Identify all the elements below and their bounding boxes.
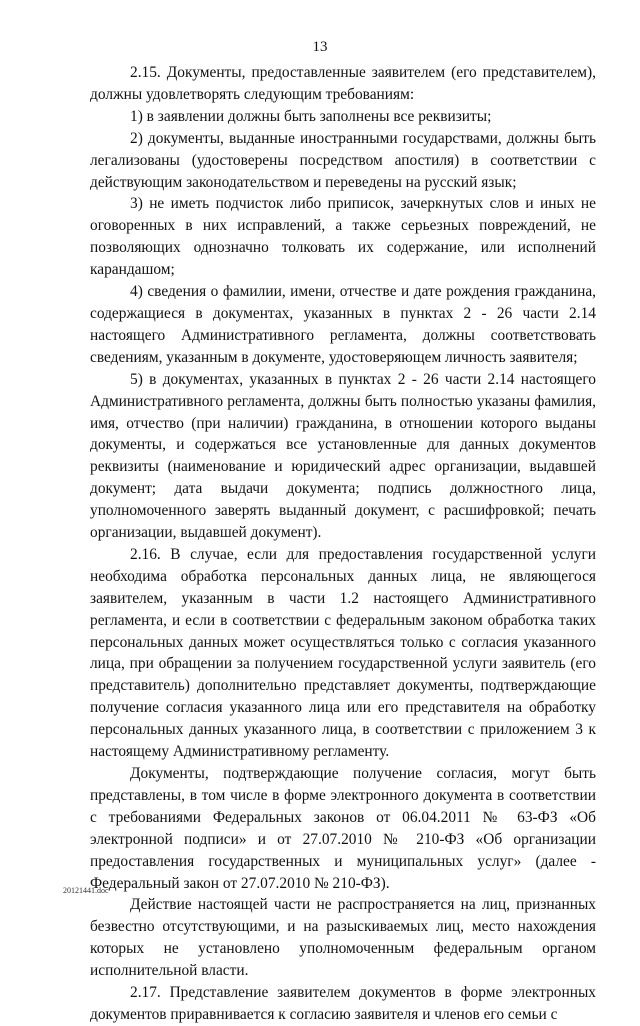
paragraph-item-3: 3) не иметь подчисток либо приписок, зачеркнутых слов и иных не оговоренных в них исправлений, а также серьезных повреждений, не позволяющих однозначно толковать их содержание, или исполнений карандашом; [90, 195, 596, 279]
paragraph-2-15: 2.15. Документы, предоставленные заявителем (его представителем), должны удовлетворять следующим требованиям: [90, 64, 596, 103]
paragraph-consent-documents: Документы, подтверждающие получение согласия, могут быть представлены, в том числе в форме электронного документа в соответствии с требованиями Федеральных законов от 06.04.2011 № 63-ФЗ «Об электронной подписи» и от 27.07.2010 № 210-ФЗ «Об организации предоставления государственных и муниципальных услуг» (далее - Федеральный закон от 27.07.2010 № 210-ФЗ). [90, 765, 596, 892]
document-body [90, 62, 596, 1026]
paragraph-item-5: 5) в документах, указанных в пунктах 2 - 26 части 2.14 настоящего Административного регламента, должны быть полностью указаны фамилия, имя, отчество (при наличии) гражданина, в отношении которого выданы документы, и содержаться все установленные для данных документов реквизиты (наименование и юридический адрес организации, выдавшей документ; дата выдачи документа; подпись должностного лица, уполномоченного заверять выданный документ, с расшифровкой; печать организации, выдавшей документ). [90, 370, 596, 542]
paragraph-item-2: 2) документы, выданные иностранными государствами, должны быть легализованы (удостоверены посредством апостиля) в соответствии с действующим законодательством и переведены на русский язык; [90, 129, 596, 191]
paragraph-2-17: 2.17. Представление заявителем документов в форме электронных документов приравнивается к согласию заявителя и членов его семьи с [90, 984, 596, 1023]
paragraph-exceptions: Действие настоящей части не распространяется на лиц, признанных безвестно отсутствующими, и на разыскиваемых лиц, место нахождения которых не установлено уполномоченным федеральным органом исполнительной власти. [90, 896, 596, 980]
paragraph-2-16: 2.16. В случае, если для предоставления государственной услуги необходима обработка персональных данных лица, не являющегося заявителем, указанным в части 1.2 настоящего Административного регламента, и если в соответствии с федеральным законом обработка таких персональных данных может осуществляться только с согласия указанного лица, при обращении за получением государственной услуги заявитель (его представитель) дополнительно представляет документы, подтверждающие получение согласия указанного лица или его представителя на обработку персональных данных указанного лица, в соответствии с приложением 3 к настоящему Административному регламенту. [90, 545, 596, 761]
paragraph-item-4: 4) сведения о фамилии, имени, отчестве и дате рождения гражданина, содержащиеся в документах, указанных в пунктах 2 - 26 части 2.14 настоящего Административного регламента, должны соответствовать сведениям, указанным в документе, удостоверяющем личность заявителя; [90, 283, 596, 366]
file-name-footer: 20121441.doc [63, 886, 109, 895]
paragraph-item-1: 1) в заявлении должны быть заполнены все реквизиты; [130, 107, 492, 125]
page-number: 13 [312, 39, 328, 55]
